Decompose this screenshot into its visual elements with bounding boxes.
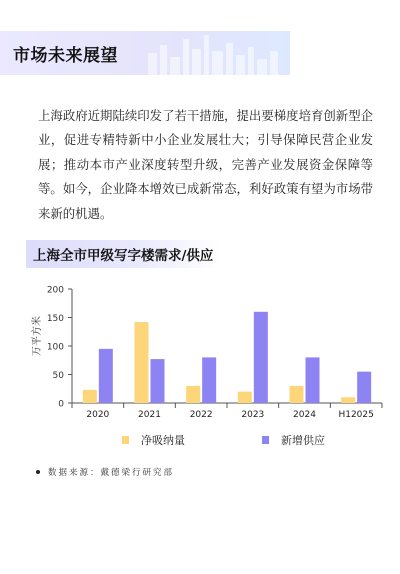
bar-absorption-2021 bbox=[135, 322, 149, 403]
bar-supply-2020 bbox=[99, 349, 113, 403]
legend-item-supply bbox=[262, 432, 325, 448]
legend-label-absorption: 净吸纳量 bbox=[141, 434, 185, 447]
y-tick-label: 0 bbox=[58, 399, 64, 410]
x-tick-label: 2024 bbox=[293, 410, 316, 420]
bar-supply-2023 bbox=[254, 312, 268, 403]
x-tick-label: 2023 bbox=[241, 410, 265, 420]
bar-absorption-H12025 bbox=[341, 397, 355, 403]
y-tick-label: 200 bbox=[46, 285, 64, 296]
bar-absorption-2020 bbox=[83, 390, 97, 403]
bar-supply-2022 bbox=[202, 357, 216, 403]
demand-supply-bar-chart bbox=[0, 276, 400, 426]
legend-label-supply: 新增供应 bbox=[281, 434, 325, 447]
chart-title: 上海全市甲级写字楼需求/供应 bbox=[33, 248, 214, 264]
section-title: 市场未来展望 bbox=[13, 45, 118, 66]
legend-swatch-absorption bbox=[122, 436, 129, 444]
outlook-paragraph: 上海政府近期陆续印发了若干措施，提出要梯度培育创新型企业，促进专精特新中小企业发展壮大；引导保障民营企业发展；推动本市产业深度转型升级，完善产业发展资金保障等等。如今，企业降本增效已成新常态，利好政策有望为市场带来新的机遇。 bbox=[38, 108, 373, 221]
bar-absorption-2024 bbox=[290, 386, 304, 403]
data-source-text: 数据来源：戴德梁行研究部 bbox=[48, 468, 175, 478]
x-tick-label: 2022 bbox=[189, 410, 213, 420]
bar-supply-2021 bbox=[151, 359, 165, 403]
bullet-dot bbox=[36, 470, 40, 474]
bar-absorption-2022 bbox=[186, 386, 200, 403]
legend-swatch-supply bbox=[262, 436, 269, 444]
section-heading bbox=[0, 31, 290, 75]
y-tick-label: 150 bbox=[46, 314, 64, 324]
legend-item-absorption bbox=[122, 432, 185, 448]
bar-absorption-2023 bbox=[238, 392, 252, 403]
bar-supply-H12025 bbox=[357, 372, 371, 403]
y-tick-label: 50 bbox=[52, 371, 64, 381]
y-axis-label: 万平方米 bbox=[32, 316, 43, 356]
x-tick-label: 2020 bbox=[86, 410, 110, 420]
x-tick-label: H12025 bbox=[338, 410, 374, 420]
bar-supply-2024 bbox=[306, 357, 320, 403]
data-source-note bbox=[36, 466, 174, 478]
y-tick-label: 100 bbox=[46, 342, 64, 353]
x-tick-label: 2021 bbox=[138, 410, 161, 420]
